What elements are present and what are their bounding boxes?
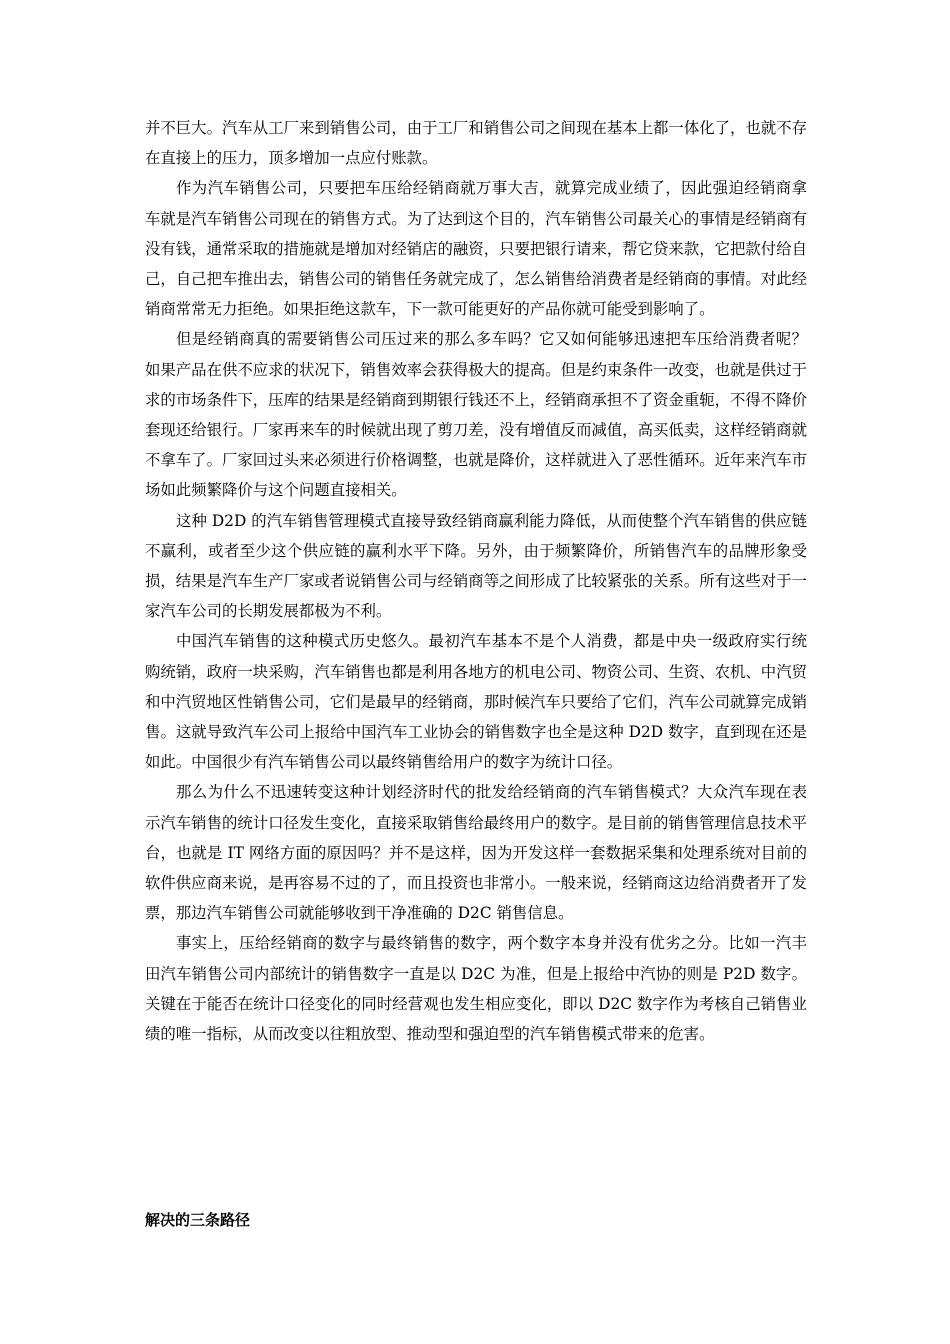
paragraph: 中国汽车销售的这种模式历史悠久。最初汽车基本不是个人消费，都是中央一级政府实行统购统销，政府一块采购，汽车销售也都是利用各地方的机电公司、物资公司、生资、农机、中汽贸和中汽贸地区性销售公司，它们是最早的经销商，那时候汽车只要给了它们，汽车公司就算完成销售。这就导致汽车公司上报给中国汽车工业协会的销售数字也全是这种 D2D 数字，直到现在还是如此。中国很少有汽车销售公司以最终销售给用户的数字为统计口径。	[145, 632, 807, 772]
paragraph: 作为汽车销售公司，只要把车压给经销商就万事大吉，就算完成业绩了，因此强迫经销商拿车就是汽车销售公司现在的销售方式。为了达到这个目的，汽车销售公司最关心的事情是经销商有没有钱，通常采取的措施就是增加对经销店的融资，只要把银行请来，帮它贷来款，它把款付给自己，自己把车推出去，销售公司的销售任务就完成了，怎么销售给消费者是经销商的事情。对此经销商常常无力拒绝。如果拒绝这款车，下一款可能更好的产品你就可能受到影响了。	[145, 179, 807, 319]
paragraph: 但是经销商真的需要销售公司压过来的那么多车吗？它又如何能够迅速把车压给消费者呢？如果产品在供不应求的状况下，销售效率会获得极大的提高。但是约束条件一改变，也就是供过于求的市场条件下，压库的结果是经销商到期银行钱还不上，经销商承担不了资金重轭，不得不降价套现还给银行。厂家再来车的时候就出现了剪刀差，没有增值反而减值，高买低卖，这样经销商就不拿车了。厂家回过头来必须进行价格调整，也就是降价，这样就进入了恶性循环。近年来汽车市场如此频繁降价与这个问题直接相关。	[145, 330, 807, 500]
paragraph: 事实上，压给经销商的数字与最终销售的数字，两个数字本身并没有优劣之分。比如一汽丰田汽车销售公司内部统计的销售数字一直是以 D2C 为准，但是上报给中汽协的则是 P2D 数字。关键在于能否在统计口径变化的同时经营观也发生相应变化，即以 D2C 数字作为考核自己销售业绩的唯一指标，从而改变以往粗放型、推动型和强迫型的汽车销售模式带来的危害。	[145, 934, 807, 1044]
paragraph-continuation: 并不巨大。汽车从工厂来到销售公司，由于工厂和销售公司之间现在基本上都一体化了，也就不存在直接上的压力，顶多增加一点应付账款。	[145, 119, 807, 168]
paragraph: 那么为什么不迅速转变这种计划经济时代的批发给经销商的汽车销售模式？大众汽车现在表示汽车销售的统计口径发生变化，直接采取销售给最终用户的数字。是目前的销售管理信息技术平台，也就是 IT 网络方面的原因吗？并不是这样，因为开发这样一套数据采集和处理系统对目前的软件供应商来说，是再容易不过的了，而且投资也非常小。一般来说，经销商这边给消费者开了发票，那边汽车销售公司就能够收到干净准确的 D2C 销售信息。	[145, 783, 807, 923]
document-body	[145, 113, 807, 1049]
paragraph: 这种 D2D 的汽车销售管理模式直接导致经销商赢利能力降低，从而使整个汽车销售的供应链不赢利，或者至少这个供应链的赢利水平下降。另外，由于频繁降价，所销售汽车的品牌形象受损，结果是汽车生产厂家或者说销售公司与经销商等之间形成了比较紧张的关系。所有这些对于一家汽车公司的长期发展都极为不利。	[145, 511, 807, 621]
section-heading: 解决的三条路径	[145, 1211, 251, 1229]
